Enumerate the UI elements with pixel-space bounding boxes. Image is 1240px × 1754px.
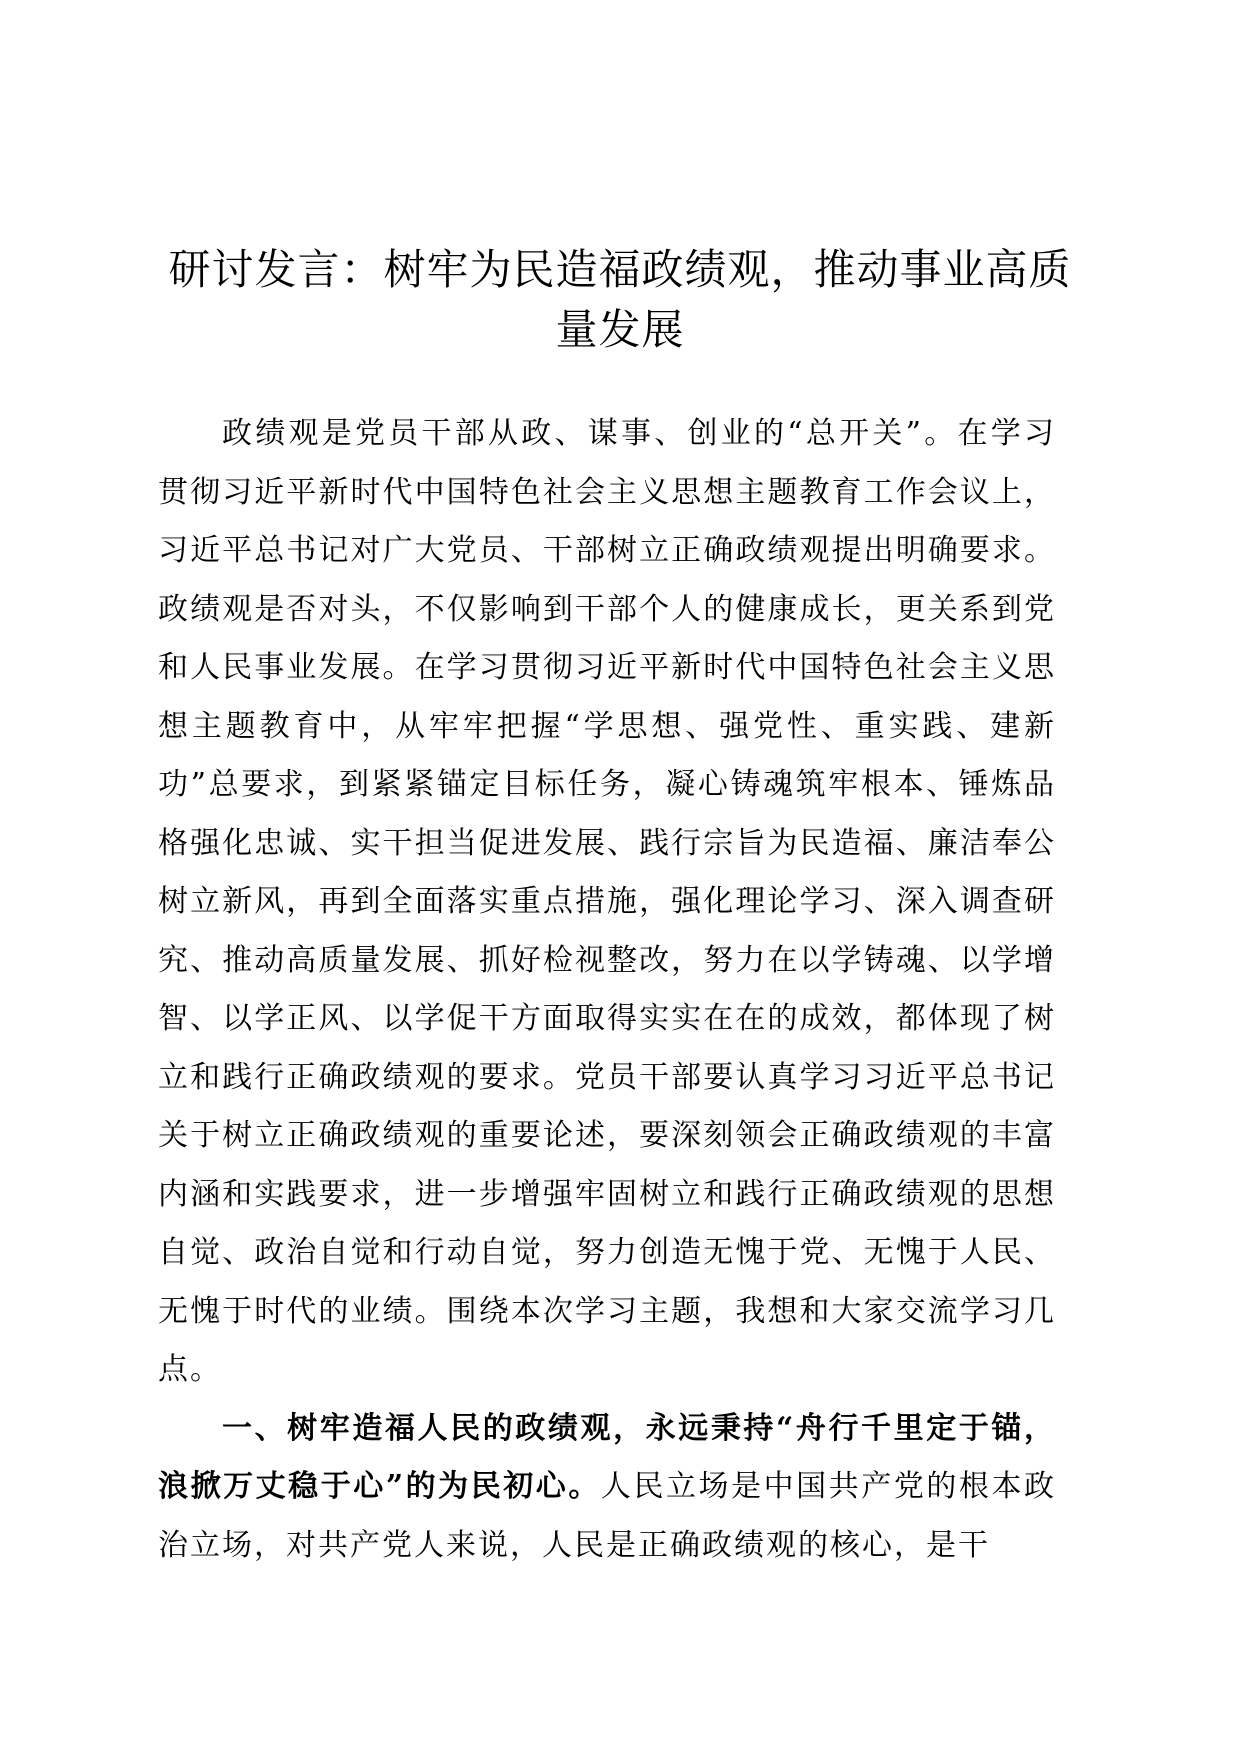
paragraph-text: 人民立场是中国共产党的根本政治立场，对共产党人来说，人民是正确政绩观的核心，是干 — [158, 1469, 1057, 1563]
paragraph-section-1 — [158, 1400, 1056, 1576]
document-title: 研讨发言：树牢为民造福政绩观，推动事业高质量发展 — [168, 245, 1072, 354]
section-heading: 一、树牢造福人民的政绩观，永远秉持“舟行千里定于锚，浪掀万丈稳于心”的为民初心。 — [158, 1410, 1056, 1504]
document-body — [158, 405, 1056, 1575]
paragraph-text: 政绩观是党员干部从政、谋事、创业的“总开关”。在学习贯彻习近平新时代中国特色社会主义思想主题教育工作会议上，习近平总书记对广大党员、干部树立正确政绩观提出明确要求。政绩观是否对头，不仅影响到干部个人的健康成长，更关系到党和人民事业发展。在学习贯彻习近平新时代中国特色社会主义思想主题教育中，从牢牢把握“学思想、强党性、重实践、建新功”总要求，到紧紧锚定目标任务，凝心铸魂筑牢根本、锤炼品格强化忠诚、实干担当促进发展、践行宗旨为民造福、廉洁奉公树立新风，再到全面落实重点措施，强化理论学习、深入调查研究、推动高质量发展、抓好检视整改，努力在以学铸魂、以学增智、以学正风、以学促干方面取得实实在在的成效，都体现了树立和践行正确政绩观的要求。党员干部要认真学习习近平总书记关于树立正确政绩观的重要论述，要深刻领会正确政绩观的丰富内涵和实践要求，进一步增强牢固树立和践行正确政绩观的思想自觉、政治自觉和行动自觉，努力创造无愧于党、无愧于人民、无愧于时代的业绩。围绕本次学习主题，我想和大家交流学习几点。 — [158, 416, 1056, 1387]
paragraph-intro — [158, 405, 1056, 1400]
